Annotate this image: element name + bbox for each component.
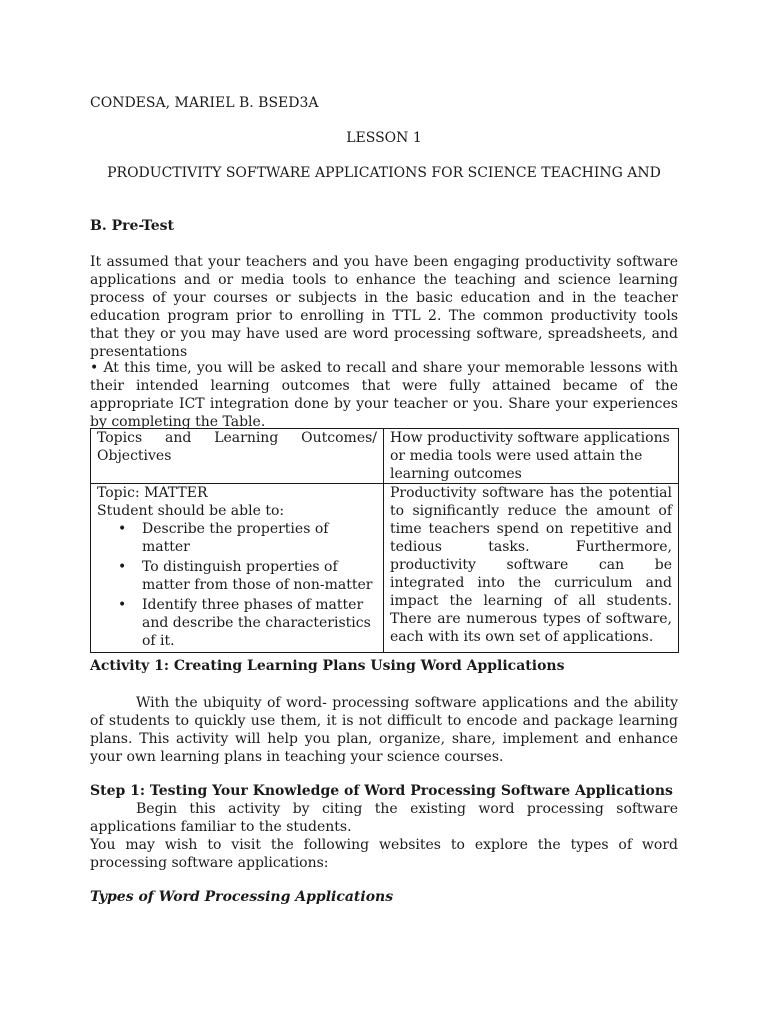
lesson-label: LESSON 1	[346, 130, 422, 146]
table-header-row	[91, 429, 679, 484]
list-item: • Describe the properties of matter	[142, 520, 377, 556]
types-heading: Types of Word Processing Applications	[90, 889, 394, 905]
objectives-list	[97, 520, 377, 650]
table-header-col2: How productivity software applications or media tools were used attain the learning outcomes	[384, 429, 679, 484]
table-cell-objectives	[91, 484, 384, 653]
experience-table	[90, 428, 679, 653]
author-line: CONDESA, MARIEL B. BSED3A	[90, 95, 319, 111]
table-cell-answer: Productivity software has the potential to significantly reduce the amount of time teachers spend on repetitive and tedious tasks. Furthermore, productivity software can be integrated into the curriculum and impact the learning of all students. There are numerous types of software, each with its own set of applications.	[384, 484, 679, 653]
step1-line-2: You may wish to visit the following websites to explore the types of word processing software applications:	[90, 837, 678, 871]
table-header-col1: Topics and Learning Outcomes/ Objectives	[91, 429, 384, 484]
step1-line-1: Begin this activity by citing the existing word processing software applications familiar to the students.	[90, 801, 678, 835]
pretest-paragraph-2: • At this time, you will be asked to recall and share your memorable lessons with their intended learning outcomes that were fully attained became of the appropriate ICT integration done by your teacher or you. Share your experiences by completing the Table.	[90, 359, 678, 431]
lesson-title: PRODUCTIVITY SOFTWARE APPLICATIONS FOR SCIENCE TEACHING AND	[107, 165, 661, 181]
list-item: • To distinguish properties of matter from those of non-matter	[142, 558, 377, 594]
activity-heading: Activity 1: Creating Learning Plans Using Word Applications	[90, 658, 565, 674]
step1-heading: Step 1: Testing Your Knowledge of Word Processing Software Applications	[90, 783, 673, 799]
objectives-intro: Student should be able to:	[97, 503, 285, 519]
topic-label: Topic: MATTER	[97, 485, 208, 501]
pretest-paragraph-1: It assumed that your teachers and you have been engaging productivity software applications and or media tools to enhance the teaching and science learning process of your courses or subjects in the basic education and in the teacher education program prior to enrolling in TTL 2. The common productivity tools that they or you may have used are word processing software, spreadsheets, and presentations	[90, 254, 678, 360]
activity-paragraph: With the ubiquity of word- processing software applications and the ability of students to quickly use them, it is not difficult to encode and package learning plans. This activity will help you plan, organize, share, implement and enhance your own learning plans in teaching your science courses.	[90, 695, 678, 765]
table-row	[91, 484, 679, 653]
pretest-heading: B. Pre-Test	[90, 218, 174, 234]
list-item: • Identify three phases of matter and describe the characteristics of it.	[142, 596, 377, 650]
